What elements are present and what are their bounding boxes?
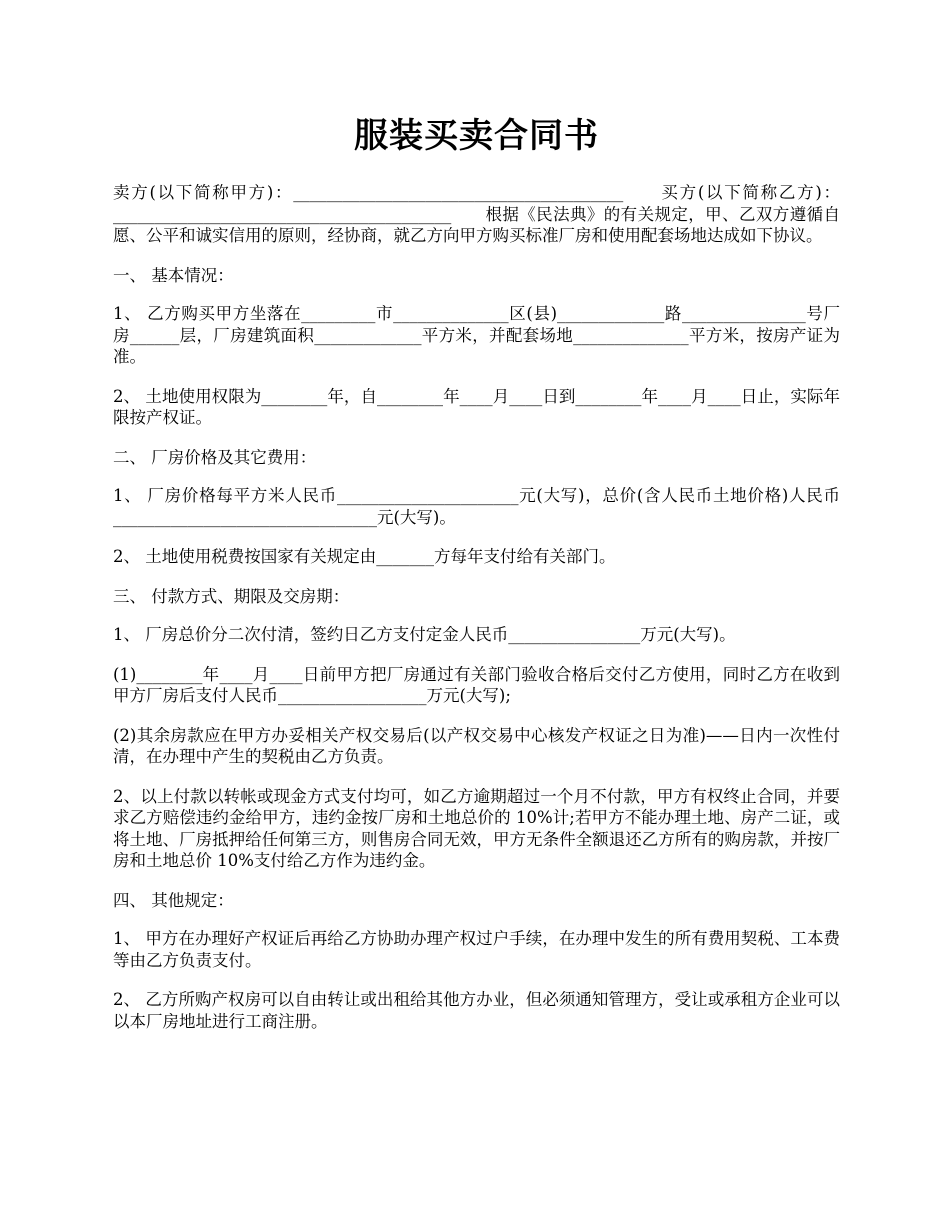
document-page <box>113 110 840 1050</box>
section-heading-payment: 三、 付款方式、期限及交房期： <box>113 586 350 606</box>
clause-3-2: 2、以上付款以转帐或现金方式支付均可，如乙方逾期超过一个月不付款，甲方有权终止合同，并要求乙方赔偿违约金给甲方，违约金按厂房和土地总价的 10%计;若甲方不能办理土地、房产二证，或将土地、厂房抵押给任何第三方，则售房合同无效，甲方无条件全额退还乙方所有的购房款，并按厂房和土地总价 10%支付给乙方作为违约金。 <box>113 786 840 870</box>
clause-4-1: 1、 甲方在办理好产权证后再给乙方协助办理产权过户手续，在办理中发生的所有费用契税、工本费等由乙方负责支付。 <box>113 929 840 970</box>
clause-1-2: 2、 土地使用权限为________年，自________年____月____日到________年____月____日止，实际年限按产权证。 <box>113 386 840 427</box>
clause-3-1-1: (1)________年____月____日前甲方把厂房通过有关部门验收合格后交付乙方使用，同时乙方在收到甲方厂房后支付人民币__________________万元(大写); <box>113 664 840 705</box>
clause-2-1: 1、 厂房价格每平方米人民币______________________元(大写)，总价(含人民币土地价格)人民币________________________________元(大写)。 <box>113 486 840 527</box>
clause-3-1-2: (2)其余房款应在甲方办妥相关产权交易后(以产权交易中心核发产权证之日为准)——日内一次性付清，在办理中产生的契税由乙方负责。 <box>113 725 840 766</box>
section-heading-price: 二、 厂房价格及其它费用： <box>113 447 317 467</box>
section-heading-basic: 一、 基本情况： <box>113 265 234 285</box>
clause-2-2: 2、 土地使用税费按国家有关规定由_______方每年支付给有关部门。 <box>113 547 616 566</box>
section-heading-other: 四、 其他规定： <box>113 890 234 910</box>
clause-3-1: 1、 厂房总价分二次付清，签约日乙方支付定金人民币________________万元(大写)。 <box>113 625 736 644</box>
parties-paragraph: 卖方(以下简称甲方)：________________________________________ 买方(以下简称乙方)：_________________________________________ 根据《民法典》的有关规定，甲、乙双方遵循自愿、公平和诚实信用的原则，经协商，就乙方向甲方购买标准厂房和使用配套场地达成如下协议。 <box>113 183 840 245</box>
clause-1-1: 1、 乙方购买甲方坐落在_________市______________区(县)_____________路_______________号厂房______层，厂房建筑面积_____________平方米，并配套场地______________平方米，按房产证为准。 <box>113 304 840 366</box>
clause-4-2: 2、 乙方所购产权房可以自由转让或出租给其他方办业，但必须通知管理方，受让或承租方企业可以以本厂房地址进行工商注册。 <box>113 990 840 1031</box>
document-title: 服装买卖合同书 <box>354 116 599 156</box>
